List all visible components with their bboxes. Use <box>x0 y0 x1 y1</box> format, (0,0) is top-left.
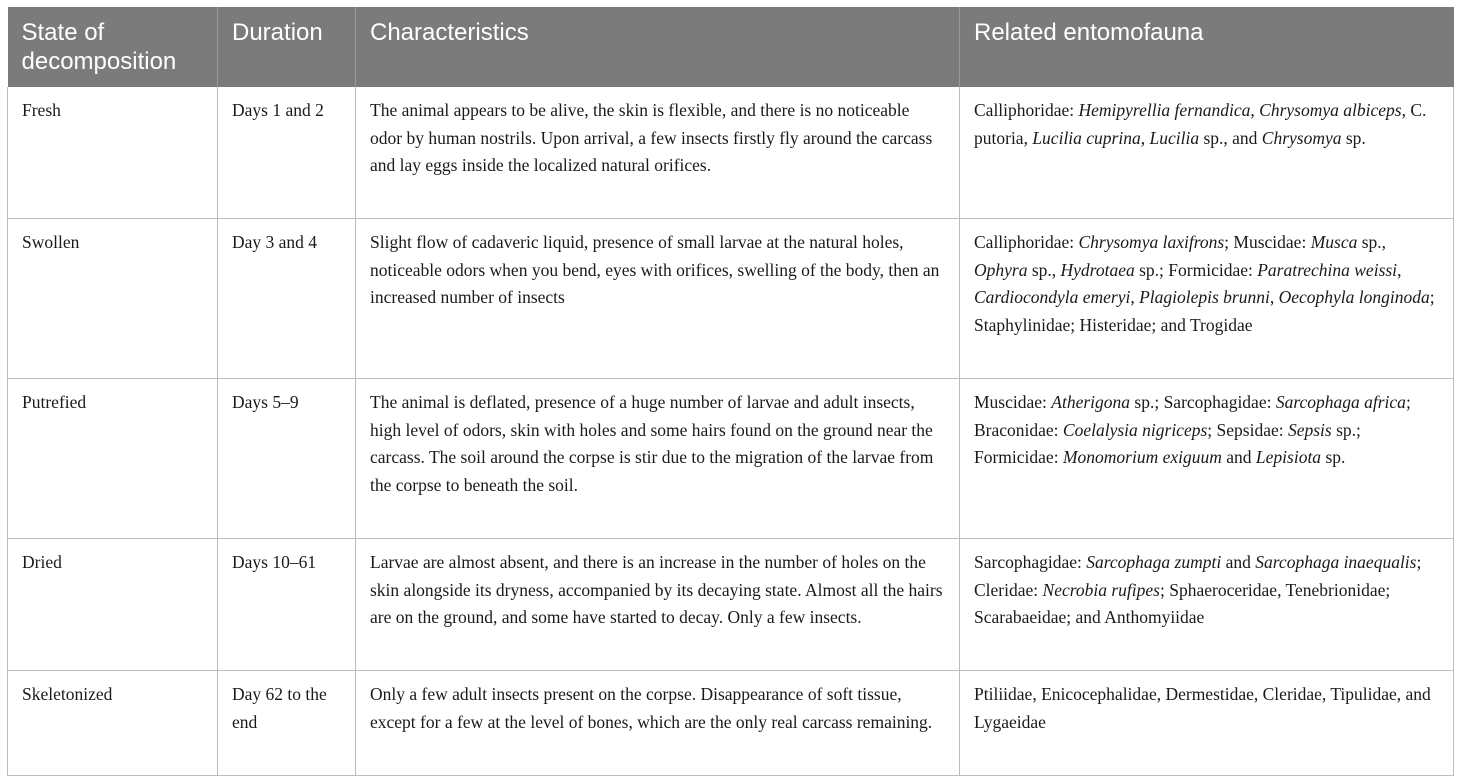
duration-cell: Day 3 and 4 <box>218 219 356 379</box>
state-cell: Dried <box>8 539 218 671</box>
characteristics-cell: The animal is deflated, presence of a huge number of larvae and adult insects, high level of odors, skin with holes and some hairs found on the ground near the carcass. The soil around the corpse is stir due to the migration of the larvae from the corpse to beneath the soil. <box>356 379 960 539</box>
state-cell: Swollen <box>8 219 218 379</box>
header-duration: Duration <box>218 7 356 87</box>
entomofauna-cell: Muscidae: Atherigona sp.; Sarcophagidae: Sarcophaga africa; Braconidae: Coelalysia nigriceps; Sepsidae: Sepsis sp.; Formicidae: Monomorium exiguum and Lepisiota sp. <box>960 379 1454 539</box>
duration-cell: Days 1 and 2 <box>218 87 356 219</box>
decomposition-table <box>7 7 1454 776</box>
table-row <box>8 219 1454 379</box>
state-cell: Skeletonized <box>8 671 218 776</box>
header-state: State of decomposition <box>8 7 218 87</box>
entomofauna-cell: Calliphoridae: Hemipyrellia fernandica, Chrysomya albiceps, C. putoria, Lucilia cuprina, Lucilia sp., and Chrysomya sp. <box>960 87 1454 219</box>
characteristics-cell: Only a few adult insects present on the corpse. Disappearance of soft tissue, except for a few at the level of bones, which are the only real carcass remaining. <box>356 671 960 776</box>
table-row <box>8 379 1454 539</box>
state-cell: Fresh <box>8 87 218 219</box>
entomofauna-cell: Calliphoridae: Chrysomya laxifrons; Muscidae: Musca sp., Ophyra sp., Hydrotaea sp.; Formicidae: Paratrechina weissi, Cardiocondyla emeryi, Plagiolepis brunni, Oecophyla longinoda; Staphylinidae; Histeridae; and Trogidae <box>960 219 1454 379</box>
characteristics-cell: Slight flow of cadaveric liquid, presence of small larvae at the natural holes, noticeable odors when you bend, eyes with orifices, swelling of the body, then an increased number of insects <box>356 219 960 379</box>
header-entomofauna: Related entomofauna <box>960 7 1454 87</box>
duration-cell: Days 10–61 <box>218 539 356 671</box>
header-row <box>8 7 1454 87</box>
duration-cell: Day 62 to the end <box>218 671 356 776</box>
table-row <box>8 87 1454 219</box>
characteristics-cell: Larvae are almost absent, and there is an increase in the number of holes on the skin alongside its dryness, accompanied by its decaying state. Almost all the hairs are on the ground, and some have started to decay. Only a few insects. <box>356 539 960 671</box>
entomofauna-cell: Ptiliidae, Enicocephalidae, Dermestidae, Cleridae, Tipulidae, and Lygaeidae <box>960 671 1454 776</box>
state-cell: Putrefied <box>8 379 218 539</box>
characteristics-cell: The animal appears to be alive, the skin is flexible, and there is no noticeable odor by human nostrils. Upon arrival, a few insects firstly fly around the carcass and lay eggs inside the localized natural orifices. <box>356 87 960 219</box>
table-row <box>8 671 1454 776</box>
entomofauna-cell: Sarcophagidae: Sarcophaga zumpti and Sarcophaga inaequalis; Cleridae: Necrobia rufipes; Sphaeroceridae, Tenebrionidae; Scarabaeidae; and Anthomyiidae <box>960 539 1454 671</box>
table-row <box>8 539 1454 671</box>
header-characteristics: Characteristics <box>356 7 960 87</box>
duration-cell: Days 5–9 <box>218 379 356 539</box>
